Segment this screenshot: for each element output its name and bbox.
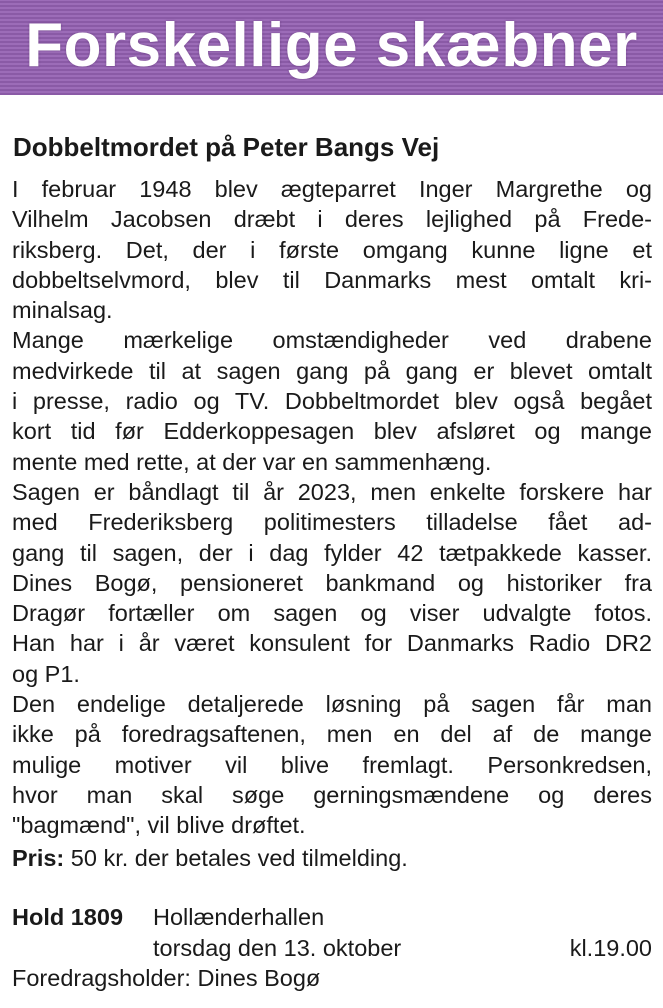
body-line: og P1. (12, 660, 80, 687)
hold-row (12, 902, 652, 933)
event-details (12, 902, 652, 994)
body-line: minalsag. (12, 297, 113, 324)
body-line: Vilhelm Jacobsen dræbt i deres lejlighed på Frede- (12, 206, 652, 233)
body-line: Den endelige detaljerede løsning på sagen får man (12, 691, 652, 718)
body-line: hvor man skal søge gerningsmændene og deres (12, 781, 652, 808)
date-row (12, 933, 652, 964)
speaker-row (12, 963, 652, 994)
body-line: mente med rette, at der var en sammenhæng. (12, 448, 492, 475)
body-line: med Frederiksberg politimesters tilladelse fået ad- (12, 509, 652, 536)
body-line: riksberg. Det, der i første omgang kunne ligne et (12, 236, 652, 263)
body-line: Dines Bogø, pensioneret bankmand og historiker fra (12, 569, 652, 596)
body-line: Mange mærkelige omstændigheder ved drabene (12, 327, 652, 354)
price-label: Pris: (12, 845, 65, 871)
price-text: 50 kr. der betales ved tilmelding. (70, 845, 408, 871)
hold-label: Hold 1809 (12, 904, 124, 930)
body-line: mulige motiver vil blive fremlagt. Personkredsen, (12, 751, 652, 778)
body-line: "bagmænd", vil blive drøftet. (12, 812, 306, 839)
banner-title: Forskellige skæbner (25, 11, 638, 80)
body-line: medvirkede til at sagen gang på gang er blevet omtalt (12, 357, 652, 384)
body-line: ikke på foredragsaftenen, men en del af de mange (12, 721, 652, 748)
body-line: Han har i år været konsulent for Danmarks Radio DR2 (12, 630, 652, 657)
body-line: i presse, radio og TV. Dobbeltmordet blev også begået (12, 388, 652, 415)
body-line: Dragør fortæller om sagen og viser udvalgte fotos. (12, 600, 652, 627)
body-line: dobbeltselvmord, blev til Danmarks mest omtalt kri- (12, 266, 652, 293)
venue: Hollænderhallen (153, 904, 325, 930)
event-date: torsdag den 13. oktober (153, 934, 402, 961)
article-heading: Dobbeltmordet på Peter Bangs Vej (13, 132, 440, 162)
title-banner (0, 0, 663, 95)
body-line: kort tid før Edderkoppesagen blev afsløret og mange (12, 418, 652, 445)
body-line: gang til sagen, der i dag fylder 42 tætpakkede kasser. (12, 539, 652, 566)
body-line: I februar 1948 blev ægteparret Inger Margrethe og (12, 176, 652, 202)
body-line: Sagen er båndlagt til år 2023, men enkelte forskere har (12, 478, 652, 505)
event-time: kl.19.00 (569, 934, 652, 961)
price-line (12, 843, 408, 874)
speaker: Foredragsholder: Dines Bogø (12, 965, 321, 991)
article-body (12, 174, 652, 841)
